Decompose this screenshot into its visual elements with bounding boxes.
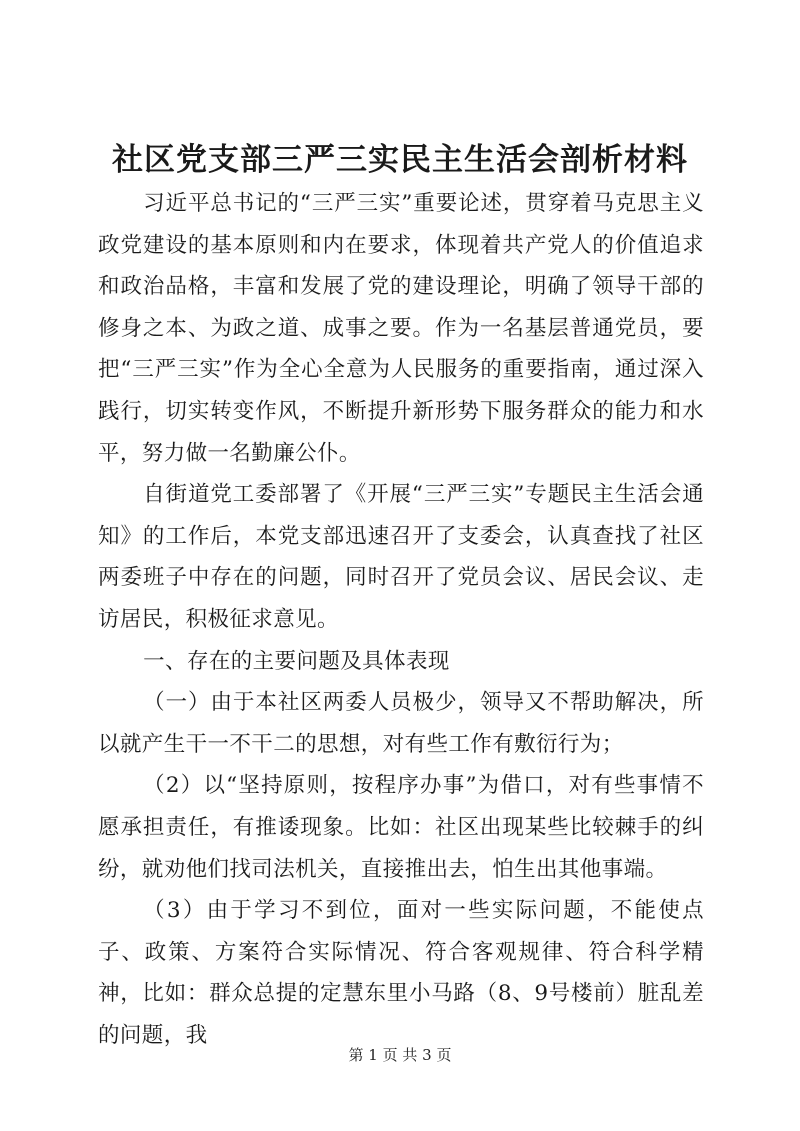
paragraph-problem-1: （一）由于本社区两委人员极少，领导又不帮助解决，所以就产生干一不干二的思想，对有些工作有敷衍行为； [98,690,704,757]
paragraph-problem-2: （2）以“坚持原则，按程序办事”为借口，对有些事情不愿承担责任，有推诿现象。比如：社区出现某些比较棘手的纠纷，就劝他们找司法机关，直接推出去，怕生出其他事端。 [98,773,704,882]
paragraph-background: 自街道党工委部署了《开展“三严三实”专题民主生活会通知》的工作后，本党支部迅速召开了支委会，认真查找了社区两委班子中存在的问题，同时召开了党员会议、居民会议、走访居民，积极征求意见。 [98,482,704,632]
document-body [98,183,704,1056]
paragraph-problem-3: （3）由于学习不到位，面对一些实际问题，不能使点子、政策、方案符合实际情况、符合客观规律、符合科学精神，比如：群众总提的定慧东里小马路（8、9号楼前）脏乱差的问题，我 [98,898,704,1048]
document-title: 社区党支部三严三实民主生活会剖析材料 [112,142,688,178]
page-footer: 第 1 页 共 3 页 [348,1046,452,1064]
section-heading: 一、存在的主要问题及具体表现 [143,648,450,674]
paragraph-intro: 习近平总书记的“三严三实”重要论述，贯穿着马克思主义政党建设的基本原则和内在要求，体现着共产党人的价值追求和政治品格，丰富和发展了党的建设理论，明确了领导干部的修身之本、为政之道、成事之要。作为一名基层普通党员，要把“三严三实”作为全心全意为人民服务的重要指南，通过深入践行，切实转变作风，不断提升新形势下服务群众的能力和水平，努力做一名勤廉公仆。 [98,191,704,466]
